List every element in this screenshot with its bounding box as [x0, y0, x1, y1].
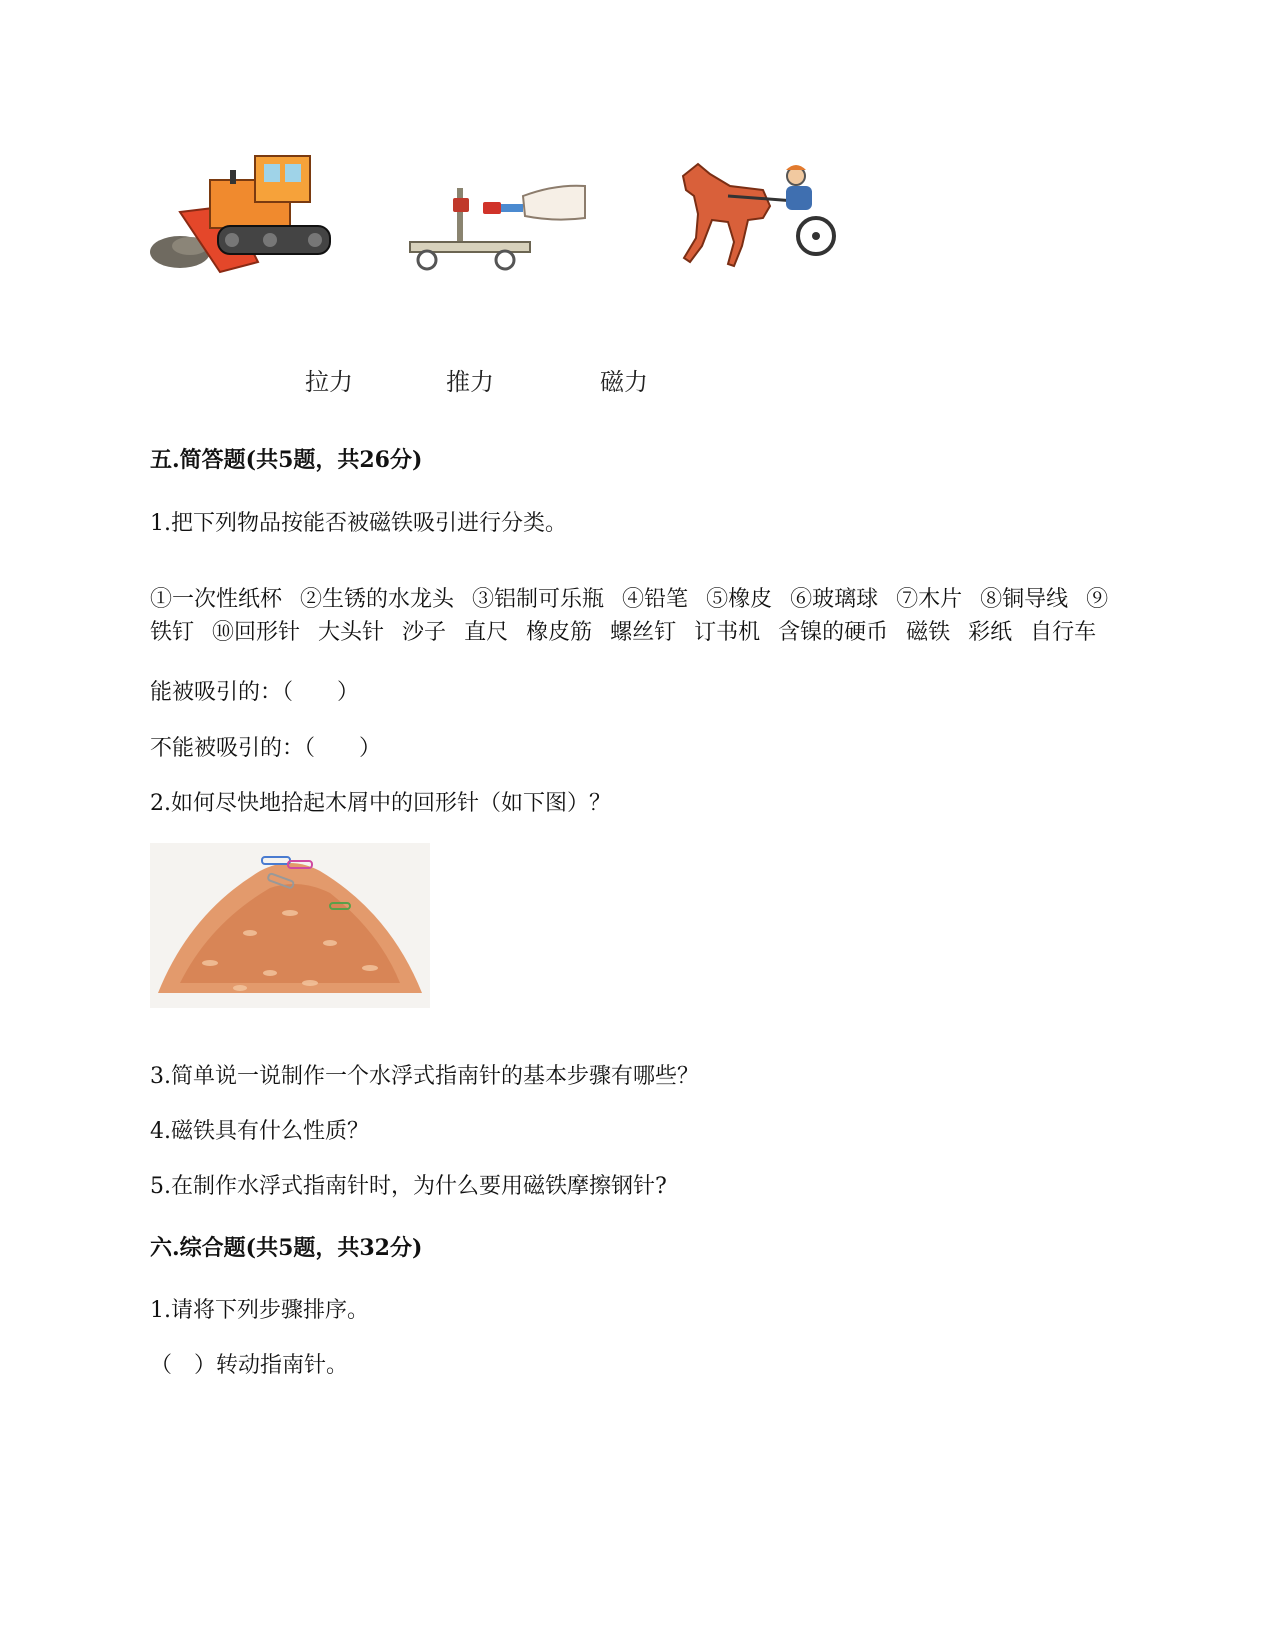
- list-item: 沙子: [402, 620, 447, 645]
- question-3: 3.简单说一说制作一个水浮式指南针的基本步骤有哪些？: [150, 1064, 699, 1089]
- horse-cart-picture: [668, 156, 838, 271]
- list-item: 自行车: [1030, 620, 1097, 645]
- force-label-magnetic: 磁力: [600, 368, 648, 396]
- attract-blank: 能被吸引的：（ ）: [150, 680, 360, 705]
- list-item: ⑧铜导线: [980, 587, 1069, 612]
- question-4: 4.磁铁具有什么性质？: [150, 1119, 369, 1144]
- question-5: 5.在制作水浮式指南针时，为什么要用磁铁摩擦钢针?: [150, 1174, 667, 1199]
- list-item: ①一次性纸杯: [150, 587, 283, 612]
- list-item: ⑥玻璃球: [790, 587, 879, 612]
- list-item: 磁铁: [906, 620, 951, 645]
- list-item: ⑩回形针: [212, 620, 301, 645]
- force-label-push: 推力: [446, 368, 494, 396]
- question-1: 1.把下列物品按能否被磁铁吸引进行分类。: [150, 511, 567, 536]
- list-item: 订书机: [694, 620, 761, 645]
- list-item: ③铝制可乐瓶: [472, 587, 605, 612]
- list-item: ⑦木片: [896, 587, 963, 612]
- item-list: [150, 583, 1130, 649]
- list-item: 彩纸: [968, 620, 1013, 645]
- question-2: 2.如何尽快地拾起木屑中的回形针（如下图）？: [150, 791, 611, 816]
- list-item: ⑨铁钉: [150, 587, 1109, 645]
- toy-cart-picture: [405, 178, 595, 273]
- list-item: 含镍的硬币: [778, 620, 889, 645]
- bulldozer-picture: [150, 150, 340, 280]
- wood-shavings-picture: [150, 843, 430, 1008]
- list-item: ④铅笔: [622, 587, 689, 612]
- not-attract-blank: 不能被吸引的：（ ）: [150, 736, 382, 761]
- list-item: ⑤橡皮: [706, 587, 773, 612]
- step-item: （ ）转动指南针。: [150, 1353, 349, 1378]
- list-item: 大头针: [318, 620, 385, 645]
- list-item: 橡皮筋: [526, 620, 593, 645]
- list-item: 直尺: [464, 620, 509, 645]
- list-item: 螺丝钉: [610, 620, 677, 645]
- section6-heading: 六.综合题(共5题，共32分): [150, 1235, 423, 1261]
- list-item: ②生锈的水龙头: [300, 587, 455, 612]
- force-label-pull: 拉力: [305, 368, 353, 396]
- section6-question-1: 1.请将下列步骤排序。: [150, 1298, 369, 1323]
- section5-heading: 五.简答题(共5题，共26分): [150, 447, 423, 473]
